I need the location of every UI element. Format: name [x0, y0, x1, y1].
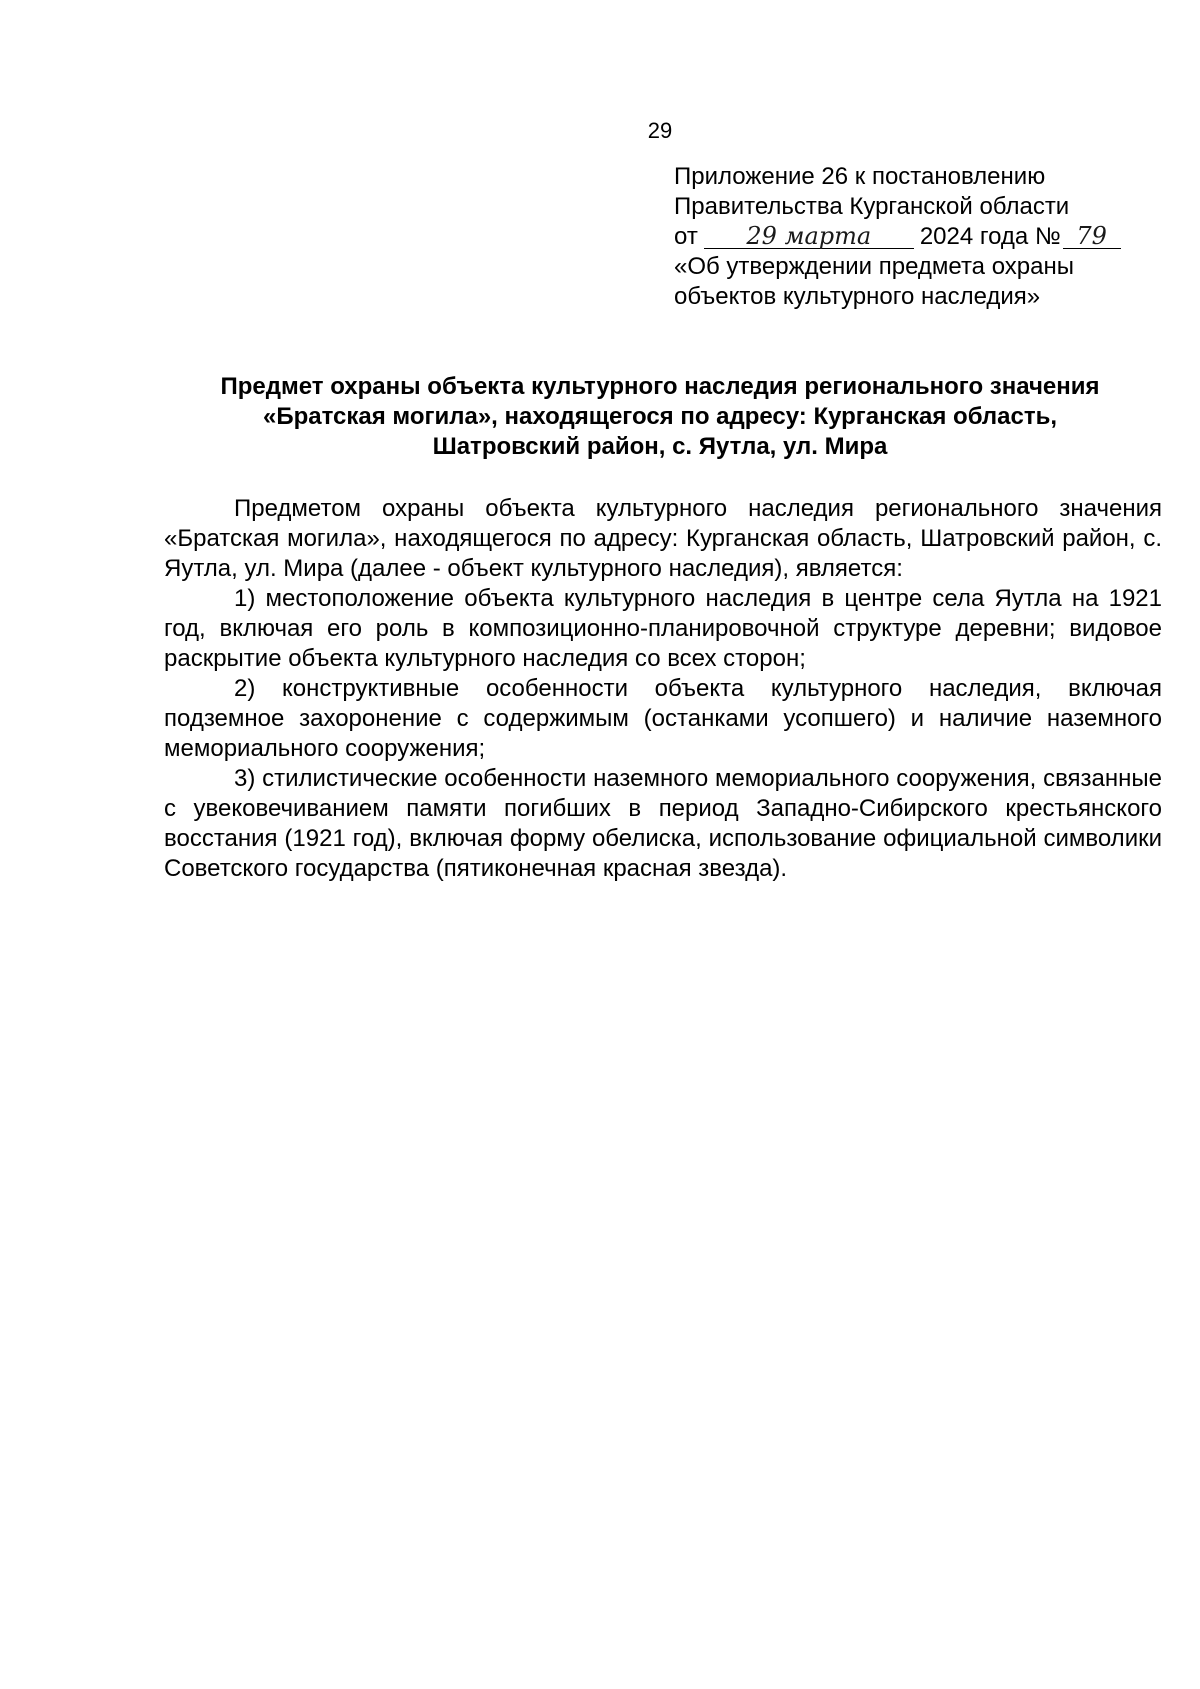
- appendix-line-1: Приложение 26 к постановлению: [674, 163, 1046, 190]
- appendix-year-text: 2024 года №: [919, 223, 1061, 250]
- appendix-line-5: объектов культурного наследия»: [674, 283, 1041, 310]
- appendix-line-3: [674, 222, 1144, 252]
- title-line-3: Шатровский район, с. Яутла, ул. Мира: [432, 433, 888, 460]
- page-number: 29: [647, 118, 673, 143]
- handwritten-date: 29 марта: [704, 224, 914, 249]
- body-item-2: 2) конструктивные особенности объекта культурного наследия, включая подземное захоронение с содержимым (останками усопшего) и наличие наземного мемориального сооружения;: [164, 675, 1162, 762]
- document-title: [150, 372, 1170, 462]
- title-line-1: Предмет охраны объекта культурного наследия регионального значения: [220, 373, 1100, 400]
- appendix-line-2: Правительства Курганской области: [674, 193, 1070, 220]
- body-item-3: 3) стилистические особенности наземного мемориального сооружения, связанные с увековечиванием памяти погибших в период Западно-Сибирского крестьянского восстания (1921 год), включая форму обелиска, использование официальной символики Советского государства (пятиконечная красная звезда).: [164, 765, 1162, 882]
- document-body: [164, 494, 1162, 884]
- body-intro-paragraph: Предметом охраны объекта культурного наследия регионального значения «Братская могила», находящегося по адресу: Курганская область, Шатровский район, с. Яутла, ул. Мира (далее - объект культурного наследия), является:: [164, 495, 1162, 582]
- appendix-prefix-from: от: [674, 223, 698, 250]
- appendix-header: [674, 162, 1144, 312]
- title-line-2: «Братская могила», находящегося по адресу: Курганская область,: [262, 403, 1058, 430]
- handwritten-number: 79: [1063, 224, 1121, 249]
- body-item-1: 1) местоположение объекта культурного наследия в центре села Яутла на 1921 год, включая его роль в композиционно-планировочной структуре деревни; видовое раскрытие объекта культурного наследия со всех сторон;: [164, 585, 1162, 672]
- appendix-line-4: «Об утверждении предмета охраны: [674, 253, 1074, 280]
